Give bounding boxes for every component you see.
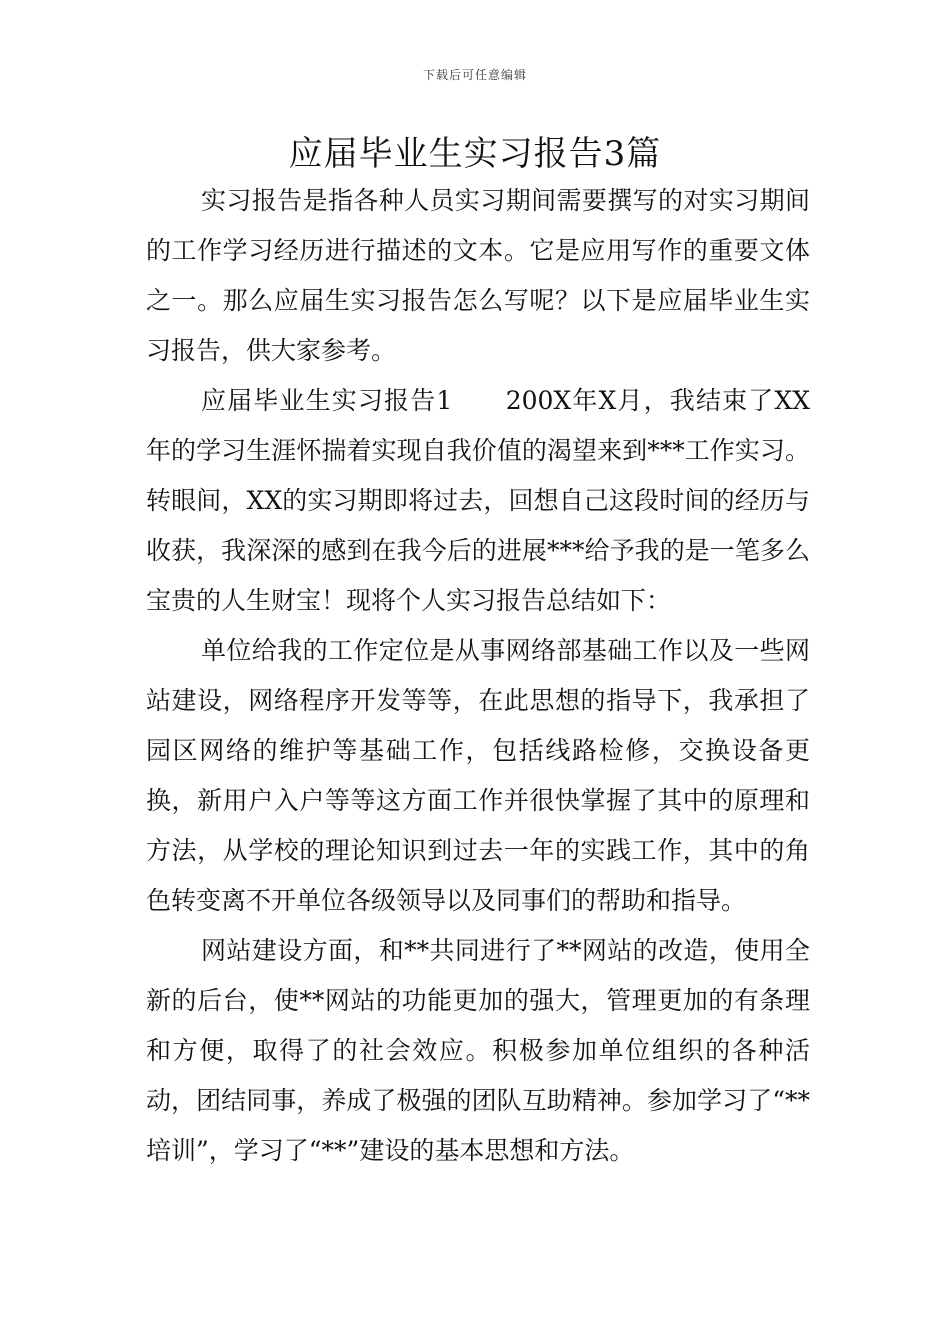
paragraph-website: 网站建设方面，和**共同进行了**网站的改造，使用全新的后台，使**网站的功能更加的强大，管理更加的有条理和方便，取得了的社会效应。积极参加单位组织的各种活动，团结同事，养成了极强的团队互助精神。参加学习了“**培训”，学习了“**”建设的基本思想和方法。 xyxy=(146,936,810,1165)
document-body xyxy=(146,176,810,1176)
header-note: 下载后可任意编辑 xyxy=(422,68,527,82)
paragraph-report-1: 应届毕业生实习报告1 200X年X月，我结束了XX年的学习生涯怀揣着实现自我价值的渴望来到***工作实习。转眼间，XX的实习期即将过去，回想自己这段时间的经历与收获，我深深的感到在我今后的进展***给予我的是一笔多么宝贵的人生财宝！现将个人实习报告总结如下： xyxy=(146,386,810,615)
paragraph-intro: 实习报告是指各种人员实习期间需要撰写的对实习期间的工作学习经历进行描述的文本。它是应用写作的重要文体之一。那么应届生实习报告怎么写呢？以下是应届毕业生实习报告，供大家参考。 xyxy=(146,186,810,365)
document-title: 应届毕业生实习报告3篇 xyxy=(288,134,662,174)
paragraph-work-position: 单位给我的工作定位是从事网络部基础工作以及一些网站建设，网络程序开发等等，在此思想的指导下，我承担了园区网络的维护等基础工作，包括线路检修，交换设备更换，新用户入户等等这方面工作并很快掌握了其中的原理和方法，从学校的理论知识到过去一年的实践工作，其中的角色转变离不开单位各级领导以及同事们的帮助和指导。 xyxy=(146,636,810,915)
